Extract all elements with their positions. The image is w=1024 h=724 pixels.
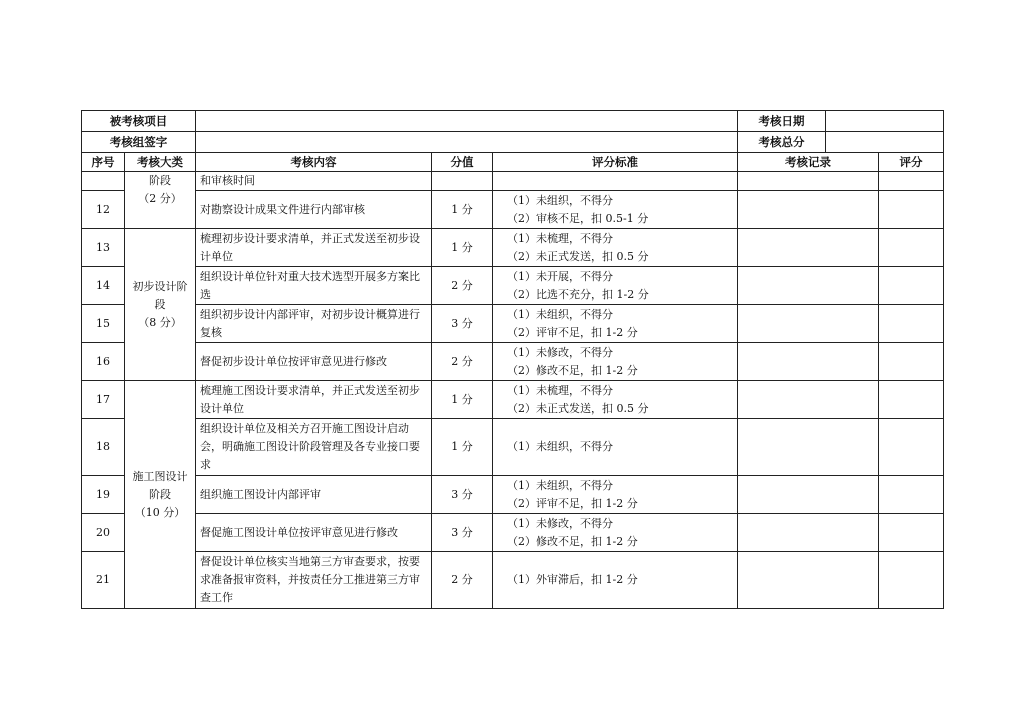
content-cell: 梳理初步设计要求清单，并正式发送至初步设计单位 (196, 229, 432, 267)
content-cell: 组织设计单位及相关方召开施工图设计启动会，明确施工图设计阶段管理及各专业接口要求 (196, 419, 432, 476)
assessment-table (81, 110, 944, 609)
score-cell: 3 分 (432, 514, 493, 552)
col-criteria-header: 评分标准 (493, 153, 738, 172)
rating-cell[interactable] (879, 229, 944, 267)
score-cell: 2 分 (432, 267, 493, 305)
record-cell[interactable] (738, 419, 879, 476)
record-cell[interactable] (738, 514, 879, 552)
rating-cell[interactable] (879, 191, 944, 229)
table-row (82, 191, 944, 229)
score-cell: 1 分 (432, 381, 493, 419)
criteria-line: （2）修改不足，扣 1-2 分 (507, 534, 638, 548)
category-name: 施工图设计阶段 (132, 469, 188, 501)
signature-label: 考核组签字 (82, 132, 196, 153)
seq-cell: 21 (82, 552, 125, 609)
table-row (82, 514, 944, 552)
category-points: （2 分） (138, 192, 182, 205)
seq-cell: 18 (82, 419, 125, 476)
col-score-header: 分值 (432, 153, 493, 172)
content-cell: 梳理施工图设计要求清单，并正式发送至初步设计单位 (196, 381, 432, 419)
rating-cell[interactable] (879, 381, 944, 419)
rating-cell[interactable] (879, 305, 944, 343)
score-cell: 1 分 (432, 419, 493, 476)
criteria-line: （2）未正式发送，扣 0.5 分 (507, 401, 649, 415)
rating-cell[interactable] (879, 172, 944, 191)
seq-cell: 19 (82, 476, 125, 514)
seq-cell: 17 (82, 381, 125, 419)
col-category-header: 考核大类 (125, 153, 196, 172)
score-cell: 1 分 (432, 229, 493, 267)
criteria-line: （1）未组织，不得分 (507, 478, 613, 492)
table-row (82, 419, 944, 476)
criteria-line: （1）未修改，不得分 (507, 345, 613, 359)
criteria-line: （1）未组织，不得分 (507, 307, 613, 321)
header-row-signature (82, 132, 944, 153)
criteria-cell (493, 172, 738, 191)
score-cell: 1 分 (432, 191, 493, 229)
content-cell: 组织设计单位针对重大技术选型开展多方案比选 (196, 267, 432, 305)
criteria-cell (493, 381, 738, 419)
record-cell[interactable] (738, 343, 879, 381)
rating-cell[interactable] (879, 267, 944, 305)
record-cell[interactable] (738, 267, 879, 305)
header-row-project (82, 111, 944, 132)
category-cell (125, 172, 196, 229)
criteria-line: （2）未正式发送，扣 0.5 分 (507, 249, 649, 263)
criteria-cell (493, 305, 738, 343)
content-cell: 督促设计单位核实当地第三方审查要求，按要求准备报审资料，并按责任分工推进第三方审查工作 (196, 552, 432, 609)
content-cell: 督促初步设计单位按评审意见进行修改 (196, 343, 432, 381)
criteria-line: （2）修改不足，扣 1-2 分 (507, 363, 638, 377)
criteria-line: （1）未组织，不得分 (507, 193, 613, 207)
content-cell: 和审核时间 (196, 172, 432, 191)
total-value-field[interactable] (826, 132, 944, 153)
record-cell[interactable] (738, 476, 879, 514)
date-label: 考核日期 (738, 111, 826, 132)
table-row (82, 476, 944, 514)
table-row (82, 267, 944, 305)
criteria-line: （1）未梳理，不得分 (507, 383, 613, 397)
table-row (82, 552, 944, 609)
criteria-cell (493, 343, 738, 381)
record-cell[interactable] (738, 229, 879, 267)
criteria-cell (493, 514, 738, 552)
rating-cell[interactable] (879, 343, 944, 381)
category-cell (125, 381, 196, 609)
record-cell[interactable] (738, 191, 879, 229)
score-cell: 2 分 (432, 552, 493, 609)
criteria-line: （1）外审滞后，扣 1-2 分 (507, 573, 638, 586)
criteria-cell (493, 267, 738, 305)
category-cell (125, 229, 196, 381)
date-value-field[interactable] (826, 111, 944, 132)
rating-cell[interactable] (879, 476, 944, 514)
criteria-line: （2）评审不足，扣 1-2 分 (507, 496, 638, 510)
col-record-header: 考核记录 (738, 153, 879, 172)
total-label: 考核总分 (738, 132, 826, 153)
seq-cell: 20 (82, 514, 125, 552)
column-header-row (82, 153, 944, 172)
criteria-line: （2）比选不充分，扣 1-2 分 (507, 287, 649, 301)
score-cell: 3 分 (432, 476, 493, 514)
criteria-line: （1）未修改，不得分 (507, 516, 613, 530)
content-cell: 对勘察设计成果文件进行内部审核 (196, 191, 432, 229)
criteria-cell (493, 229, 738, 267)
criteria-cell (493, 552, 738, 609)
content-cell: 组织施工图设计内部评审 (196, 476, 432, 514)
score-cell (432, 172, 493, 191)
seq-cell: 13 (82, 229, 125, 267)
criteria-line: （1）未组织，不得分 (507, 440, 613, 453)
rating-cell[interactable] (879, 514, 944, 552)
col-content-header: 考核内容 (196, 153, 432, 172)
seq-cell: 15 (82, 305, 125, 343)
criteria-cell (493, 191, 738, 229)
seq-cell: 12 (82, 191, 125, 229)
criteria-cell (493, 419, 738, 476)
category-points: （8 分） (138, 315, 182, 329)
record-cell[interactable] (738, 552, 879, 609)
score-cell: 2 分 (432, 343, 493, 381)
rating-cell[interactable] (879, 552, 944, 609)
table-row (82, 172, 944, 191)
criteria-line: （2）审核不足，扣 0.5-1 分 (507, 211, 649, 225)
table-row (82, 305, 944, 343)
record-cell[interactable] (738, 305, 879, 343)
content-cell: 督促施工图设计单位按评审意见进行修改 (196, 514, 432, 552)
table-row (82, 229, 944, 267)
category-name: 初步设计阶段 (132, 279, 188, 311)
col-rating-header: 评分 (879, 153, 944, 172)
col-seq-header: 序号 (82, 153, 125, 172)
rating-cell[interactable] (879, 419, 944, 476)
project-value-field[interactable] (196, 111, 738, 132)
criteria-cell (493, 476, 738, 514)
category-points: （10 分） (134, 505, 186, 519)
signature-value-field[interactable] (196, 132, 738, 153)
table-row (82, 343, 944, 381)
score-cell: 3 分 (432, 305, 493, 343)
criteria-line: （1）未开展，不得分 (507, 269, 613, 283)
seq-cell: 16 (82, 343, 125, 381)
table-row (82, 381, 944, 419)
seq-cell: 14 (82, 267, 125, 305)
content-cell: 组织初步设计内部评审，对初步设计概算进行复核 (196, 305, 432, 343)
seq-cell (82, 172, 125, 191)
record-cell[interactable] (738, 172, 879, 191)
record-cell[interactable] (738, 381, 879, 419)
category-name: 阶段 (149, 174, 171, 187)
criteria-line: （2）评审不足，扣 1-2 分 (507, 325, 638, 339)
project-label: 被考核项目 (82, 111, 196, 132)
criteria-line: （1）未梳理，不得分 (507, 231, 613, 245)
